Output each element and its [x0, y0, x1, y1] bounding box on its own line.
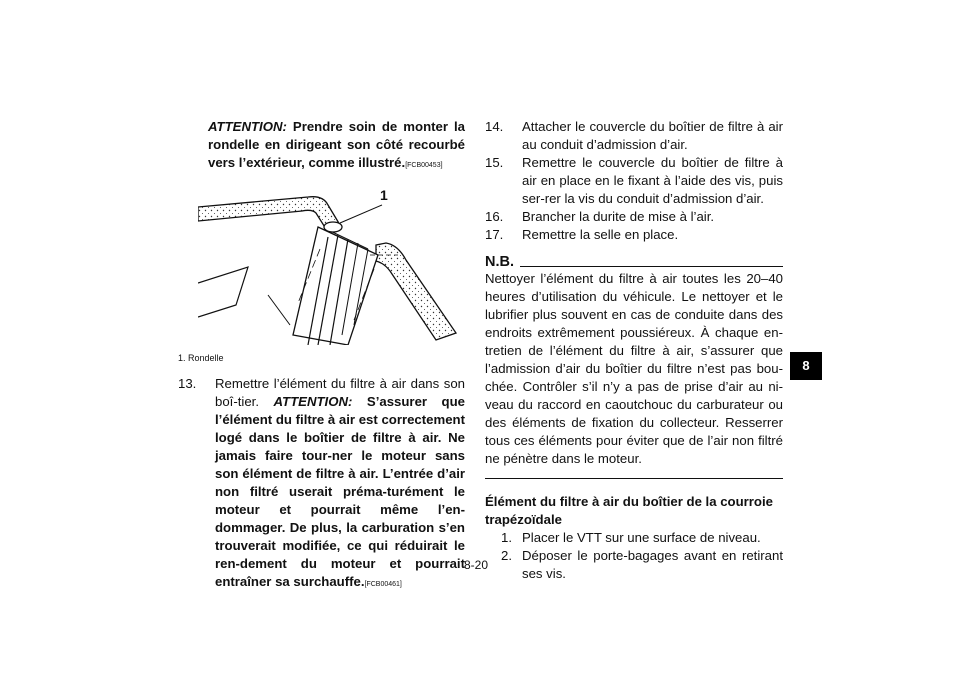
attention-label: ATTENTION:: [208, 119, 287, 134]
step-15-number: 15.: [485, 155, 504, 170]
step-17: [485, 226, 783, 244]
step-14: [485, 118, 783, 154]
figure-callout-number: 1: [380, 187, 388, 203]
sub-step-1-text: Placer le VTT sur une surface de niveau.: [522, 530, 761, 545]
step-17-number: 17.: [485, 227, 504, 242]
nb-header: [485, 254, 783, 270]
step-16-text: Brancher la durite de mise à l’air.: [522, 209, 715, 224]
step-13-number: 13.: [178, 376, 197, 391]
attention-note: [178, 118, 465, 175]
attention-code: [FCB00453]: [405, 162, 443, 169]
air-filter-washer-diagram: [198, 185, 458, 345]
sub-step-2-text: Déposer le porte-bagages avant en retirant ses vis.: [522, 548, 783, 581]
step-13-text: Remettre l’élément du filtre à air dans son boî-tier.: [215, 376, 465, 409]
step-16-number: 16.: [485, 209, 504, 224]
section-title: Élément du filtre à air du boîtier de la courroie trapézoïdale: [485, 494, 773, 527]
step-14-text: Attacher le couvercle du boîtier de filtre à air au conduit d’admission d’air.: [522, 119, 783, 152]
sub-step-2: [485, 547, 783, 583]
nb-end-rule: [485, 478, 783, 479]
step-17-text: Remettre la selle en place.: [522, 227, 679, 242]
right-column: [485, 118, 783, 583]
step-16: [485, 208, 783, 226]
step-14-number: 14.: [485, 119, 504, 134]
nb-rule: [520, 266, 783, 267]
attention-text: Prendre soin de monter la rondelle en dirigeant son côté recourbé vers l’extérieur, comme illustré.: [208, 119, 465, 170]
step-13-attention-label: ATTENTION:: [273, 394, 353, 409]
sub-step-1: [485, 529, 783, 547]
page-number: 8-20: [464, 558, 489, 572]
figure-caption: 1. Rondelle: [178, 353, 224, 363]
washer-illustration: [198, 185, 458, 345]
step-13: [178, 375, 465, 594]
nb-label: N.B.: [485, 254, 514, 270]
sub-step-2-number: 2.: [501, 548, 512, 563]
nb-text: Nettoyer l’élément du filtre à air toutes les 20–40 heures d’utilisation du véhicule. Le nettoyer et le lubrifier plus souvent en cas de conduite dans des endroits extrêmement poussiéreux. À chaque en-tretien de l’élément du filtre à air, s’assurer que l’admission d’air du boîtier du filtre n’est pas bou-chée. Contrôler s’il n’y a pas de prise d’air au ni-veau du raccord en caoutchouc du carburateur ou des éléments de fixation du collecteur. Resserrer tous ces éléments pour éviter que de l’air non filtré ne pénètre dans le moteur.: [485, 271, 783, 466]
chapter-tab: 8: [790, 352, 822, 380]
step-15: [485, 154, 783, 208]
step-13-attention-text: S’assurer que l’élément du filtre à air est correctement logé dans le boîtier de filtre à air. Ne jamais faire tour-ner le moteur sans son élément de filtre à air. L’entrée d’air non filtré userait préma-turément le moteur et pourrait même l’en-dommager. De plus, la carburation s’en trouverait modifiée, ce qui réduirait le ren-dement du moteur et pourrait entraîner sa surchauffe.: [215, 394, 465, 589]
step-13-code: [FCB00461]: [364, 581, 402, 588]
step-15-text: Remettre le couvercle du boîtier de filtre à air en place en le fixant à l’aide des vis, puis ser-rer la vis du conduit d’admission d’air.: [522, 155, 783, 206]
left-column: [178, 118, 465, 594]
sub-step-1-number: 1.: [501, 530, 512, 545]
